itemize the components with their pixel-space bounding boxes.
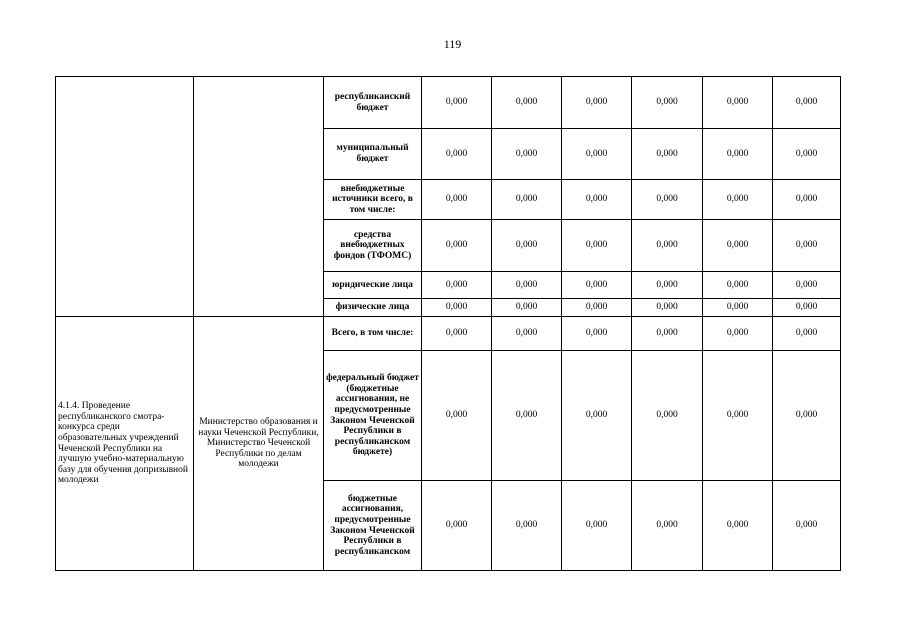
value-cell: 0,000 [562, 77, 632, 129]
funding-source: средства внебюджетных фондов (ТФОМС) [324, 220, 422, 272]
table-row [56, 77, 841, 129]
value-cell: 0,000 [703, 299, 773, 317]
value-cell: 0,000 [422, 129, 492, 180]
value-cell: 0,000 [703, 481, 773, 571]
value-cell: 0,000 [492, 299, 562, 317]
value-cell: 0,000 [773, 317, 841, 351]
value-cell: 0,000 [632, 299, 703, 317]
value-cell: 0,000 [562, 299, 632, 317]
value-cell: 0,000 [562, 317, 632, 351]
value-cell: 0,000 [703, 317, 773, 351]
funding-source: Всего, в том числе: [324, 317, 422, 351]
value-cell: 0,000 [703, 77, 773, 129]
budget-table [55, 76, 841, 571]
value-cell: 0,000 [773, 129, 841, 180]
value-cell: 0,000 [632, 351, 703, 481]
value-cell: 0,000 [773, 220, 841, 272]
value-cell: 0,000 [562, 351, 632, 481]
value-cell: 0,000 [632, 129, 703, 180]
value-cell: 0,000 [492, 129, 562, 180]
value-cell: 0,000 [773, 299, 841, 317]
value-cell: 0,000 [632, 77, 703, 129]
funding-source: федеральный бюджет (бюджетные ассигнования, не предусмотренные Законом Чеченской Республики в республиканском бюджете) [324, 351, 422, 481]
value-cell: 0,000 [773, 351, 841, 481]
value-cell: 0,000 [703, 351, 773, 481]
value-cell: 0,000 [492, 272, 562, 299]
value-cell: 0,000 [773, 77, 841, 129]
value-cell: 0,000 [422, 272, 492, 299]
value-cell: 0,000 [773, 272, 841, 299]
value-cell: 0,000 [422, 180, 492, 220]
value-cell: 0,000 [422, 351, 492, 481]
value-cell: 0,000 [492, 220, 562, 272]
value-cell: 0,000 [422, 299, 492, 317]
funding-source: муниципальный бюджет [324, 129, 422, 180]
value-cell: 0,000 [492, 351, 562, 481]
value-cell: 0,000 [492, 77, 562, 129]
activity-cell [56, 77, 194, 317]
executor-cell: Министерство образования и науки Чеченской Республики, Министерство Чеченской Республики по делам молодежи [194, 317, 324, 571]
value-cell: 0,000 [703, 129, 773, 180]
value-cell: 0,000 [632, 180, 703, 220]
value-cell: 0,000 [562, 481, 632, 571]
value-cell: 0,000 [773, 481, 841, 571]
value-cell: 0,000 [632, 317, 703, 351]
value-cell: 0,000 [422, 481, 492, 571]
value-cell: 0,000 [562, 220, 632, 272]
value-cell: 0,000 [422, 220, 492, 272]
funding-source: внебюджетные источники всего, в том числе: [324, 180, 422, 220]
executor-cell [194, 77, 324, 317]
value-cell: 0,000 [632, 220, 703, 272]
value-cell: 0,000 [632, 481, 703, 571]
value-cell: 0,000 [492, 481, 562, 571]
value-cell: 0,000 [632, 272, 703, 299]
funding-source: юридические лица [324, 272, 422, 299]
funding-source: бюджетные ассигнования, предусмотренные Законом Чеченской Республики в республиканском [324, 481, 422, 571]
value-cell: 0,000 [562, 129, 632, 180]
value-cell: 0,000 [703, 180, 773, 220]
value-cell: 0,000 [492, 317, 562, 351]
value-cell: 0,000 [703, 272, 773, 299]
value-cell: 0,000 [492, 180, 562, 220]
value-cell: 0,000 [422, 317, 492, 351]
activity-cell: 4.1.4. Проведение республиканского смотра-конкурса среди образовательных учреждений Чеченской Республики на лучшую учебно-материальную базу для обучения допризывной молодежи [56, 317, 194, 571]
value-cell: 0,000 [422, 77, 492, 129]
funding-source: физические лица [324, 299, 422, 317]
value-cell: 0,000 [562, 272, 632, 299]
page-number: 119 [443, 37, 462, 51]
table-row [56, 317, 841, 351]
value-cell: 0,000 [703, 220, 773, 272]
value-cell: 0,000 [562, 180, 632, 220]
value-cell: 0,000 [773, 180, 841, 220]
funding-source: республиканский бюджет [324, 77, 422, 129]
